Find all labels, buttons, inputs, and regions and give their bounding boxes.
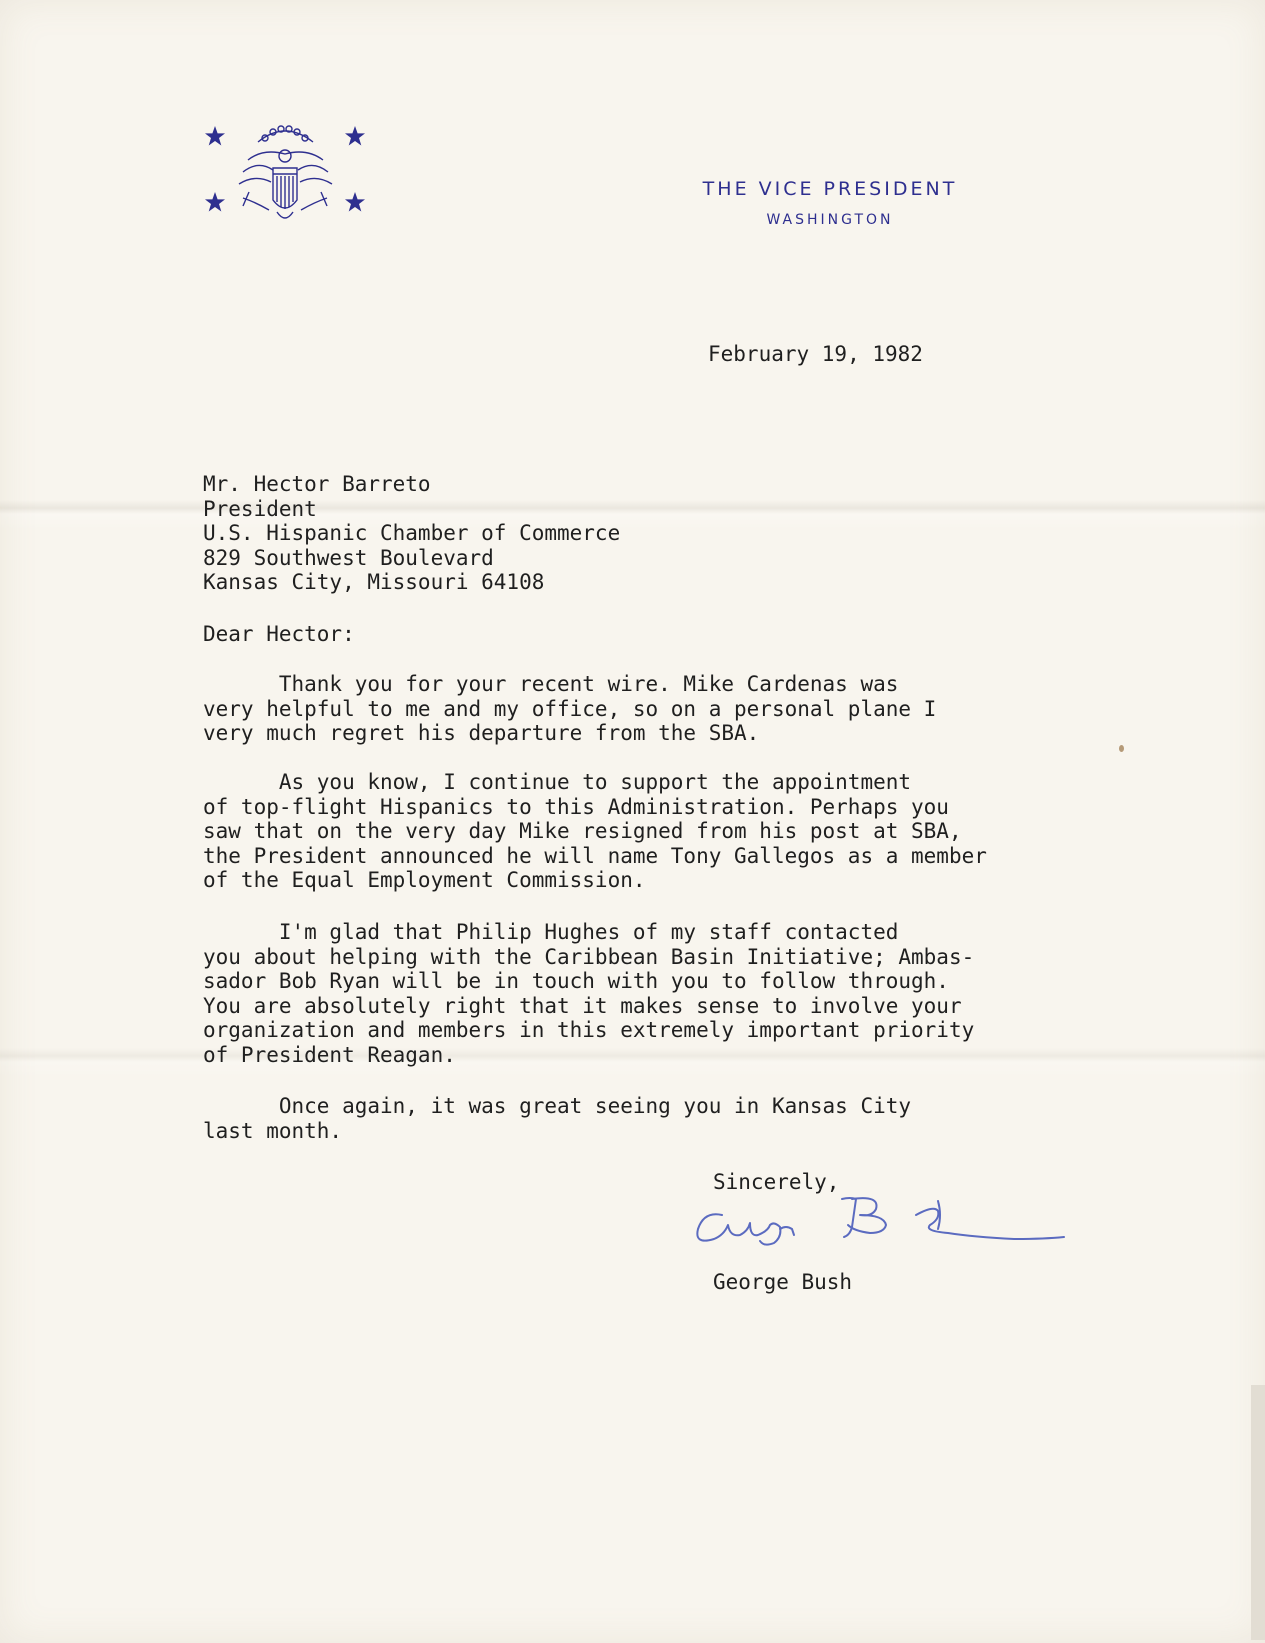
salutation: Dear Hector:	[203, 622, 355, 646]
vice-presidential-seal-icon	[203, 120, 373, 240]
letterhead-title: THE VICE PRESIDENT	[702, 178, 958, 200]
star-icon	[345, 192, 365, 212]
closing: Sincerely,	[713, 1170, 840, 1194]
torn-edge	[1251, 1385, 1265, 1640]
paragraph: I'm glad that Philip Hughes of my staff contacted you about helping with the Caribbean Basin Initiative; Ambas- sador Bob Ryan will be in touch with you to follow through. You are absolutely right that it makes sense to involve your organization and members in this extremely important priority of President Reagan.	[203, 920, 975, 1067]
recipient-name: Mr. Hector Barreto	[203, 472, 431, 496]
paragraph: Thank you for your recent wire. Mike Cardenas was very helpful to me and my office, so on a personal plane I very much regret his departure from the SBA.	[203, 672, 937, 745]
handwritten-signature	[684, 1185, 1104, 1265]
recipient-title: President	[203, 496, 317, 521]
star-icon	[205, 126, 225, 146]
recipient-organization: U.S. Hispanic Chamber of Commerce	[203, 521, 621, 545]
recipient-address	[203, 472, 620, 595]
star-icon	[205, 192, 225, 212]
recipient-city: Kansas City, Missouri 64108	[203, 570, 545, 594]
paragraph: As you know, I continue to support the appointment of top-flight Hispanics to this Administration. Perhaps you saw that on the very day Mike resigned from his post at SBA, the President announced he will name Tony Gallegos as a member of the Equal Employment Commission.	[203, 770, 987, 892]
recipient-street: 829 Southwest Boulevard	[203, 545, 494, 570]
star-icon	[345, 126, 365, 146]
paragraph: Once again, it was great seeing you in Kansas City last month.	[203, 1094, 912, 1143]
letter-date: February 19, 1982	[708, 342, 923, 366]
letterhead	[660, 178, 1000, 228]
signer-name: George Bush	[713, 1270, 853, 1294]
letterhead-location: WASHINGTON	[766, 212, 894, 228]
paper-stain	[1119, 745, 1124, 752]
